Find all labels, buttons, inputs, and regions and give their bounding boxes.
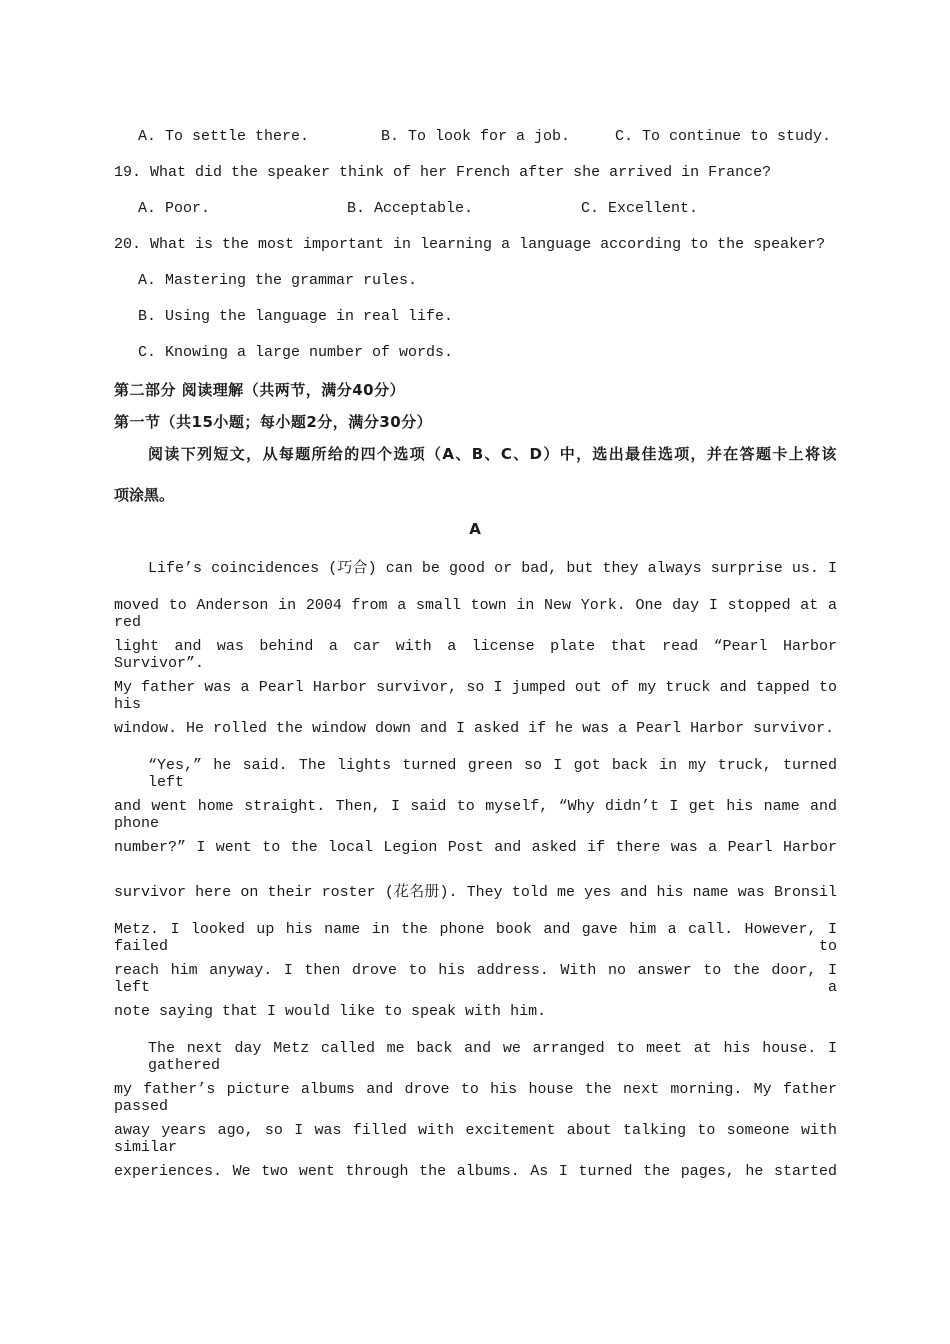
p2-line: Metz. I looked up his name in the phone book and gave him a call. However, I failed to [114, 921, 837, 955]
q20-stem: 20. What is the most important in learning a language according to the speaker? [114, 236, 826, 253]
q18-option-b: B. To look for a job. [381, 128, 571, 145]
p2-line: and went home straight. Then, I said to myself, “Why didn’t I get his name and phone [114, 798, 837, 832]
p3-line: away years ago, so I was filled with excitement about talking to someone with similar [114, 1122, 837, 1156]
p2-line: number?” I went to the local Legion Post and asked if there was a Pearl Harbor [114, 839, 837, 856]
q19-stem: 19. What did the speaker think of her French after she arrived in France? [114, 164, 772, 181]
q20-option-a: A. Mastering the grammar rules. [138, 272, 418, 289]
p1-line: moved to Anderson in 2004 from a small town in New York. One day I stopped at a red [114, 597, 837, 631]
p1-line: light and was behind a car with a license plate that read “Pearl Harbor Survivor”. [114, 638, 837, 672]
p2-line: reach him anyway. I then drove to his address. With no answer to the door, I left a [114, 962, 837, 996]
p2-line: survivor here on their roster (花名册). They told me yes and his name was Bronsil [114, 884, 837, 901]
p3-line: The next day Metz called me back and we arranged to meet at his house. I gathered [148, 1040, 837, 1074]
p2-line: note saying that I would like to speak with him. [114, 1003, 547, 1020]
q19-option-a: A. Poor. [138, 200, 211, 217]
p2-line: “Yes,” he said. The lights turned green so I got back in my truck, turned left [148, 757, 837, 791]
p3-line: my father’s picture albums and drove to his house the next morning. My father passed [114, 1081, 837, 1115]
part2-title: 第二部分 阅读理解（共两节，满分40分） [114, 381, 406, 399]
q18-option-c: C. To continue to study. [615, 128, 832, 145]
q19-option-b: B. Acceptable. [347, 200, 474, 217]
q20-option-c: C. Knowing a large number of words. [138, 344, 454, 361]
p1-line: Life’s coincidences (巧合) can be good or bad, but they always surprise us. I [148, 560, 837, 577]
instruction-line-1: 阅读下列短文，从每题所给的四个选项（A、B、C、D）中，选出最佳选项，并在答题卡上将该 [148, 445, 837, 463]
q19-option-c: C. Excellent. [581, 200, 699, 217]
p1-line: My father was a Pearl Harbor survivor, so I jumped out of my truck and tapped to his [114, 679, 837, 713]
p3-line: experiences. We two went through the albums. As I turned the pages, he started [114, 1163, 837, 1180]
q18-option-a: A. To settle there. [138, 128, 310, 145]
section1-title: 第一节（共15小题；每小题2分，满分30分） [114, 413, 433, 431]
passage-title: A [469, 520, 481, 538]
p1-line: window. He rolled the window down and I asked if he was a Pearl Harbor survivor. [114, 720, 835, 737]
q20-option-b: B. Using the language in real life. [138, 308, 454, 325]
instruction-line-2: 项涂黑。 [114, 486, 175, 504]
